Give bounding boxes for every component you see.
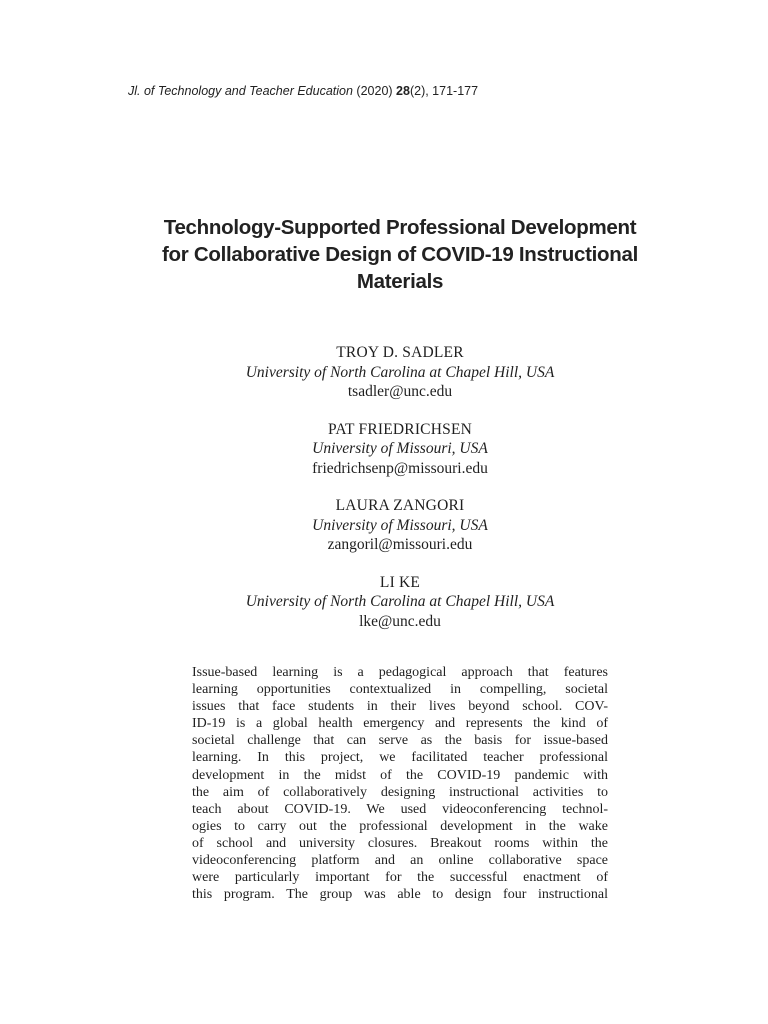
author-email: lke@unc.edu (359, 612, 441, 630)
abstract-line: Issue-based learning is a pedagogical approach that features (192, 665, 608, 680)
author-affiliation: University of Missouri, USA (312, 440, 488, 457)
abstract-line: videoconferencing platform and an online collaborative space (192, 853, 608, 869)
paper-title (100, 214, 700, 295)
author-list (100, 343, 700, 649)
abstract-line: ogies to carry out the professional development in the wake (192, 818, 608, 834)
journal-name: Jl. of Technology and Teacher Education (128, 84, 353, 98)
abstract-line: development in the midst of the COVID-19 pandemic with (192, 767, 608, 783)
author-email: tsadler@unc.edu (347, 383, 453, 400)
title-line: for Collaborative Design of COVID-19 Instructional (162, 243, 638, 266)
abstract-line: ID-19 is a global health emergency and represents the kind of (192, 716, 608, 732)
title-line: Technology-Supported Professional Development (163, 216, 637, 239)
abstract (192, 664, 608, 903)
author-affiliation: University of Missouri, USA (312, 516, 488, 534)
author-block (100, 573, 700, 632)
running-head (128, 82, 688, 100)
author-email: zangoril@missouri.edu (327, 536, 473, 553)
author-affiliation: University of North Carolina at Chapel Hill, USA (245, 593, 555, 610)
abstract-line: the aim of collaboratively designing instructional activities to (192, 784, 608, 800)
author-name: LAURA ZANGORI (335, 497, 465, 514)
abstract-line: learning opportunities contextualized in compelling, societal (192, 682, 608, 698)
author-name: TROY D. SADLER (336, 344, 464, 361)
abstract-line: issues that face students in their lives beyond school. COV- (192, 699, 608, 715)
abstract-line: were particularly important for the successful enactment of (192, 870, 608, 886)
author-email: friedrichsenp@missouri.edu (312, 459, 488, 477)
author-name: LI KE (379, 573, 421, 591)
author-affiliation: University of North Carolina at Chapel Hill, USA (245, 363, 555, 381)
abstract-line: learning. In this project, we facilitated teacher professional (192, 750, 608, 766)
issue-pages: (2), 171-177 (409, 84, 479, 98)
abstract-line: this program. The group was able to design four instructional (192, 887, 608, 903)
abstract-line: of school and university closures. Breakout rooms within the (192, 835, 608, 851)
publication-year: (2020) (356, 84, 393, 98)
volume-number: 28 (396, 84, 410, 98)
author-name: PAT FRIEDRICHSEN (327, 420, 473, 438)
author-block (100, 496, 700, 555)
title-line: Materials (356, 270, 444, 293)
author-block (100, 343, 700, 402)
abstract-line: societal challenge that can serve as the basis for issue-based (192, 733, 608, 749)
author-block (100, 420, 700, 479)
abstract-line: teach about COVID-19. We used videoconferencing technol- (192, 801, 608, 817)
